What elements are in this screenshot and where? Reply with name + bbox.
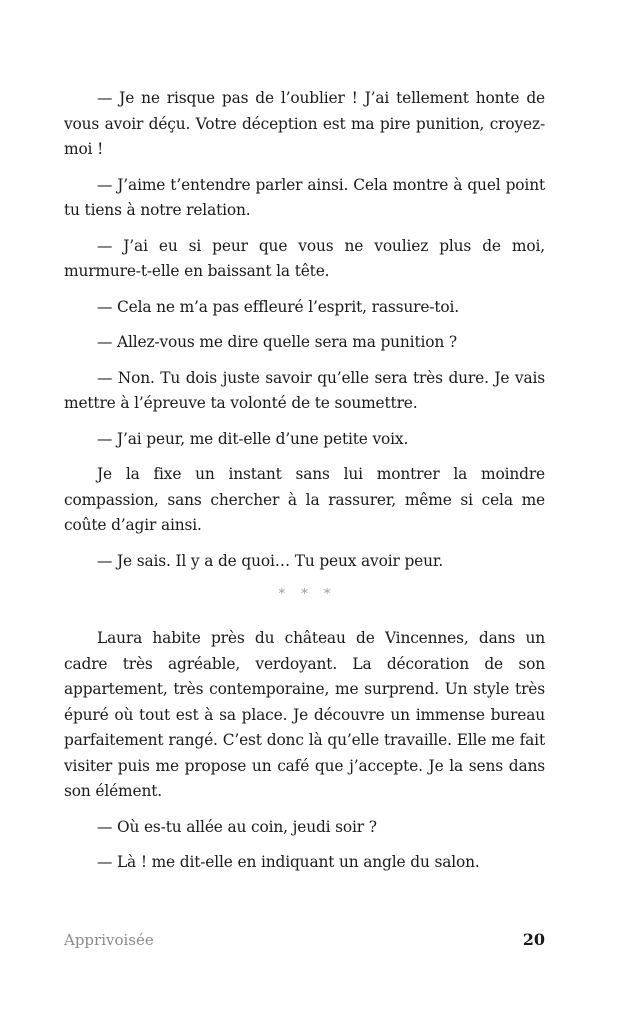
paragraph-1: — Je ne risque pas de l’oublier ! J’ai tellement honte de vous avoir déçu. Votre déception est ma pire punition, croyez-moi ! <box>64 89 545 158</box>
paragraph-2: — J’aime t’entendre parler ainsi. Cela montre à quel point tu tiens à notre relation. <box>64 175 545 219</box>
page-number: 20 <box>522 930 545 949</box>
page-footer <box>64 930 545 949</box>
scene-separator: * * * <box>278 587 337 602</box>
paragraph-5: — Allez-vous me dire quelle sera ma punition ? <box>97 333 457 351</box>
paragraph-10: Laura habite près du château de Vincennes, dans un cadre très agréable, verdoyant. La décoration de son appartement, très contemporaine, me surprend. Un style très épuré où tout est à sa place. Je découvre un immense bureau parfaitement rangé. C’est donc là qu’elle travaille. Elle me fait visiter puis me propose un café que j’accepte. Je la sens dans son élément. <box>64 629 545 800</box>
running-title: Apprivoisée <box>64 931 154 949</box>
paragraph-7: — J’ai peur, me dit-elle d’une petite voix. <box>97 429 409 448</box>
paragraph-11: — Où es-tu allée au coin, jeudi soir ? <box>97 817 377 836</box>
paragraph-9: — Je sais. Il y a de quoi… Tu peux avoir peur. <box>97 551 444 570</box>
paragraph-12: — Là ! me dit-elle en indiquant un angle du salon. <box>97 853 480 871</box>
paragraph-6: — Non. Tu dois juste savoir qu’elle sera très dure. Je vais mettre à l’épreuve ta volonté de te soumettre. <box>64 368 545 412</box>
paragraph-8: Je la fixe un instant sans lui montrer la moindre compassion, sans chercher à la rassurer, même si cela me coûte d’agir ainsi. <box>64 465 545 534</box>
paragraph-3: — J’ai eu si peur que vous ne vouliez plus de moi, murmure-t-elle en baissant la tête. <box>64 236 545 280</box>
page-body <box>64 86 545 886</box>
paragraph-4: — Cela ne m’a pas effleuré l’esprit, rassure-toi. <box>97 297 459 316</box>
